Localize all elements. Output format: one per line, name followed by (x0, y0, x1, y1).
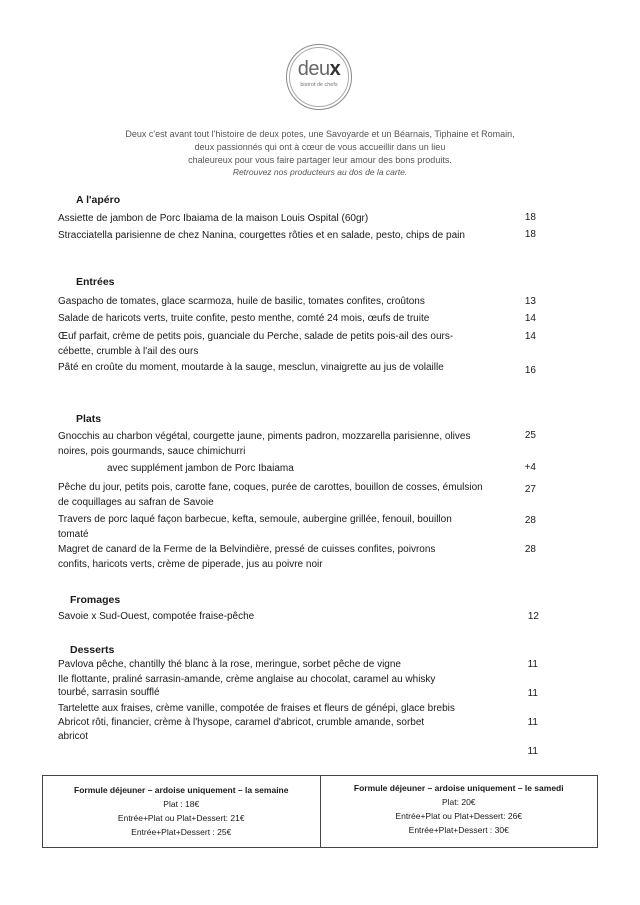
menu-item: Assiette de jambon de Porc Ibaiama de la maison Louis Ospital (60gr) (58, 213, 369, 224)
dessert-price: 11 (527, 659, 538, 670)
menu-item-price: 25 (524, 430, 536, 441)
formule-line: Plat: 20€ (441, 797, 476, 807)
menu-item: Savoie x Sud-Ouest, compotée fraise-pêche (58, 611, 255, 622)
dessert-line: Pavlova pêche, chantilly thé blanc à la rose, meringue, sorbet pêche de vigne (58, 659, 401, 670)
menu-item: Stracciatella parisienne de chez Nanina, courgettes rôties et en salade, pesto, chips de pain (58, 230, 465, 241)
menu-item-supplement: avec supplément jambon de Porc Ibaiama (107, 463, 294, 474)
section-title-entrees: Entrées (76, 276, 115, 288)
intro-line: deux passionnés qui ont à cœur de vous accueillir dans un lieu (194, 142, 446, 152)
dessert-line: abricot (58, 731, 89, 742)
dessert-price: 11 (527, 688, 538, 699)
dessert-line: Tartelette aux fraises, crème vanille, compotée de fraises et fleurs de génépi, glace brebis (58, 703, 455, 714)
formule-title: Formule déjeuner – ardoise uniquement – le samedi (353, 783, 564, 793)
deux-logo: deux bistrot de chefs (286, 44, 352, 110)
menu-item-price: 14 (524, 331, 536, 342)
formule-line: Entrée+Plat ou Plat+Dessert: 26€ (395, 811, 523, 821)
formule-line: Entrée+Plat ou Plat+Dessert: 21€ (117, 813, 245, 823)
formule-title: Formule déjeuner – ardoise uniquement – la semaine (74, 785, 289, 795)
menu-item: Salade de haricots verts, truite confite, pesto menthe, comté 24 mois, œufs de truite (58, 313, 430, 324)
dessert-line: Abricot rôti, financier, crème à l'hysope, caramel d'abricot, crumble amande, sorbet (58, 717, 425, 728)
formule-semaine (43, 776, 320, 847)
menu-item: Travers de porc laqué façon barbecue, kefta, semoule, aubergine grillée, fenouil, bouillon tomaté (58, 514, 452, 540)
menu-item-price: 18 (524, 229, 536, 240)
menu-item-price: 16 (524, 365, 536, 376)
formule-line: Plat : 18€ (163, 799, 200, 809)
section-title-apero: A l'apéro (76, 194, 121, 206)
menu-item-price: 28 (524, 544, 536, 555)
menu-item-price: 27 (524, 484, 536, 495)
intro-line: chaleureux pour vous faire partager leur amour des bons produits. (188, 155, 452, 165)
intro-line: Deux c'est avant tout l'histoire de deux potes, une Savoyarde et un Béarnais, Tiphaine et Romain, (125, 129, 515, 139)
menu-item-price: 14 (524, 313, 536, 324)
menu-item: Pêche du jour, petits pois, carotte fane, coques, purée de carottes, bouillon de cosses, émulsion de coquillages au safran de Savoie (58, 482, 483, 508)
dessert-price: 11 (527, 717, 538, 728)
menu-item-price: +4 (524, 462, 536, 473)
formule-samedi (320, 776, 598, 847)
formules-table (42, 775, 598, 848)
menu-item-price: 18 (524, 212, 536, 223)
dessert-line: tourbé, sarrasin soufflé (58, 687, 160, 698)
menu-item: Gaspacho de tomates, glace scarmoza, huile de basilic, tomates confites, croûtons (58, 296, 425, 307)
menu-item-price: 13 (524, 296, 536, 307)
formule-line: Entrée+Plat+Dessert : 25€ (131, 827, 232, 837)
menu-item: Pâté en croûte du moment, moutarde à la sauge, mesclun, vinaigrette au jus de volaille (58, 362, 444, 373)
menu-item: Magret de canard de la Ferme de la Belvindière, pressé de cuisses confites, poivrons confits, haricots verts, crème de piperade, jus au poivre noir (58, 544, 436, 570)
section-title-plats: Plats (76, 413, 102, 425)
menu-item-price: 12 (527, 611, 539, 622)
menu-item-price: 28 (524, 515, 536, 526)
intro-note: Retrouvez nos producteurs au dos de la carte. (232, 167, 408, 177)
dessert-price: 11 (527, 746, 538, 757)
section-title-desserts: Desserts (70, 644, 115, 656)
section-title-fromages: Fromages (70, 594, 121, 606)
formule-line: Entrée+Plat+Dessert : 30€ (408, 825, 509, 835)
menu-item: Œuf parfait, crème de petits pois, guanciale du Perche, salade de petits pois-ail des ours-cébette, crumble à l'ail des ours (58, 331, 454, 357)
dessert-line: Ile flottante, praliné sarrasin-amande, crème anglaise au chocolat, caramel au whisky (58, 674, 436, 685)
menu-item: Gnocchis au charbon végétal, courgette jaune, piments padron, mozzarella parisienne, olives noires, pois gourmands, sauce chimichurri (58, 431, 471, 457)
